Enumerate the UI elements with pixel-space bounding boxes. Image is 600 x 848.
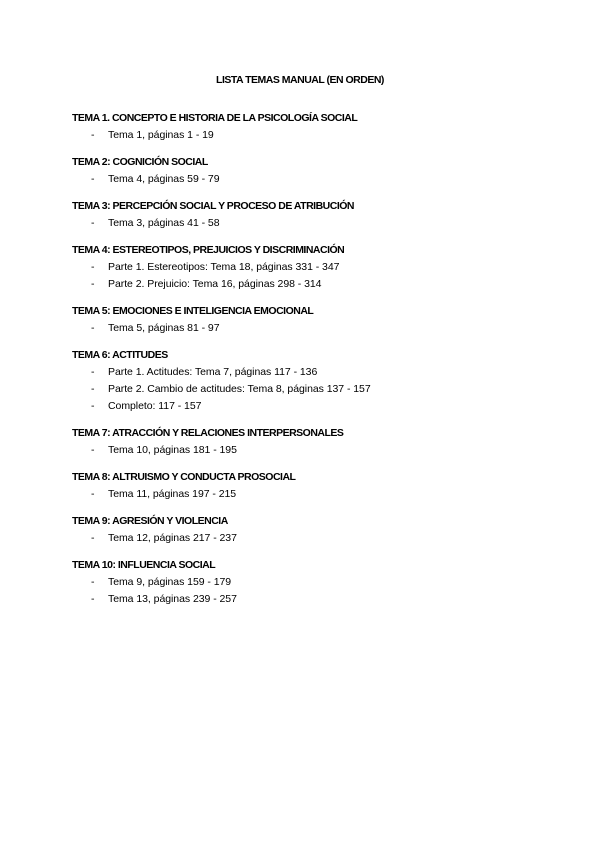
- topic-heading: TEMA 1. CONCEPTO E HISTORIA DE LA PSICOLOGÍA SOCIAL: [72, 112, 358, 124]
- document-title: LISTA TEMAS MANUAL (EN ORDEN): [216, 74, 384, 86]
- bullet-dash: -: [91, 278, 95, 290]
- list-item: [72, 171, 528, 188]
- item-text: Tema 11, páginas 197 - 215: [108, 488, 237, 500]
- topic-section: [72, 198, 528, 232]
- topic-section: [72, 110, 528, 144]
- item-text: Tema 4, páginas 59 - 79: [108, 173, 220, 185]
- list-item: [72, 530, 528, 547]
- bullet-dash: -: [91, 593, 95, 605]
- topic-list: [72, 110, 528, 608]
- bullet-dash: -: [91, 400, 95, 412]
- item-text: Tema 12, páginas 217 - 237: [108, 532, 237, 544]
- bullet-dash: -: [91, 322, 95, 334]
- document-content: [72, 72, 528, 608]
- bullet-dash: -: [91, 366, 95, 378]
- bullet-dash: -: [91, 383, 95, 395]
- list-item: [72, 364, 528, 381]
- topic-heading: TEMA 7: ATRACCIÓN Y RELACIONES INTERPERSONALES: [72, 427, 344, 439]
- list-item: [72, 381, 528, 398]
- topic-heading: TEMA 9: AGRESIÓN Y VIOLENCIA: [72, 515, 228, 527]
- list-item: [72, 486, 528, 503]
- topic-section: [72, 425, 528, 459]
- bullet-dash: -: [91, 576, 95, 588]
- list-item: [72, 591, 528, 608]
- topic-heading: TEMA 5: EMOCIONES E INTELIGENCIA EMOCIONAL: [72, 305, 314, 317]
- bullet-dash: -: [91, 532, 95, 544]
- item-text: Parte 1. Actitudes: Tema 7, páginas 117 - 136: [108, 366, 318, 378]
- topic-section: [72, 242, 528, 293]
- bullet-dash: -: [91, 129, 95, 141]
- topic-heading: TEMA 4: ESTEREOTIPOS, PREJUICIOS Y DISCRIMINACIÓN: [72, 244, 345, 256]
- list-item: [72, 259, 528, 276]
- list-item: [72, 574, 528, 591]
- item-text: Parte 2. Prejuicio: Tema 16, páginas 298 - 314: [108, 278, 322, 290]
- item-text: Tema 9, páginas 159 - 179: [108, 576, 232, 588]
- list-item: [72, 320, 528, 337]
- bullet-dash: -: [91, 488, 95, 500]
- topic-section: [72, 347, 528, 415]
- list-item: [72, 215, 528, 232]
- item-text: Tema 1, páginas 1 - 19: [108, 129, 214, 141]
- topic-heading: TEMA 10: INFLUENCIA SOCIAL: [72, 559, 216, 571]
- topic-heading: TEMA 8: ALTRUISMO Y CONDUCTA PROSOCIAL: [72, 471, 296, 483]
- topic-heading: TEMA 6: ACTITUDES: [72, 349, 168, 361]
- topic-section: [72, 154, 528, 188]
- item-text: Tema 5, páginas 81 - 97: [108, 322, 220, 334]
- item-text: Completo: 117 - 157: [108, 400, 202, 412]
- list-item: [72, 127, 528, 144]
- topic-heading: TEMA 2: COGNICIÓN SOCIAL: [72, 156, 208, 168]
- bullet-dash: -: [91, 261, 95, 273]
- item-text: Tema 3, páginas 41 - 58: [108, 217, 220, 229]
- topic-heading: TEMA 3: PERCEPCIÓN SOCIAL Y PROCESO DE ATRIBUCIÓN: [72, 200, 354, 212]
- item-text: Tema 13, páginas 239 - 257: [108, 593, 237, 605]
- topic-section: [72, 303, 528, 337]
- bullet-dash: -: [91, 173, 95, 185]
- bullet-dash: -: [91, 217, 95, 229]
- list-item: [72, 276, 528, 293]
- topic-section: [72, 469, 528, 503]
- list-item: [72, 442, 528, 459]
- topic-section: [72, 513, 528, 547]
- list-item: [72, 398, 528, 415]
- topic-section: [72, 557, 528, 608]
- item-text: Tema 10, páginas 181 - 195: [108, 444, 237, 456]
- bullet-dash: -: [91, 444, 95, 456]
- item-text: Parte 2. Cambio de actitudes: Tema 8, páginas 137 - 157: [108, 383, 371, 395]
- item-text: Parte 1. Estereotipos: Tema 18, páginas 331 - 347: [108, 261, 340, 273]
